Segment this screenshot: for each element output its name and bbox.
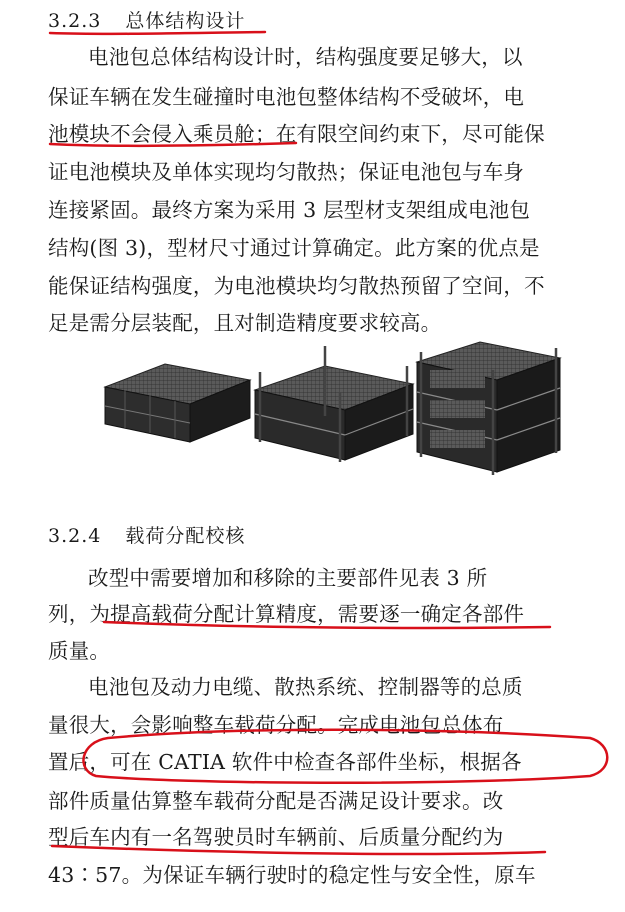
paragraph-line: 43∶57。为保证车辆行驶时的稳定性与安全性，原车 xyxy=(48,863,536,887)
paragraph-line: 列，为提高载荷分配计算精度，需要逐一确定各部件 xyxy=(48,602,525,626)
paragraph-line: 电池包总体结构设计时，结构强度要足够大，以 xyxy=(88,45,523,69)
paragraph-line: 置后，可在 CATIA 软件中检查各部件坐标，根据各 xyxy=(48,750,522,774)
paragraph-line: 池模块不会侵入乘员舱；在有限空间约束下，尽可能保 xyxy=(48,122,545,146)
paragraph-line: 保证车辆在发生碰撞时电池包整体结构不受破坏，电 xyxy=(48,85,525,109)
paragraph-line: 足是需分层装配，且对制造精度要求较高。 xyxy=(48,311,442,335)
section-title: 载荷分配校核 xyxy=(125,525,246,547)
battery-pack-single-layer xyxy=(105,364,250,442)
paragraph-line: 能保证结构强度，为电池模块均匀散热预留了空间，不 xyxy=(48,274,545,298)
paragraph-line: 型后车内有一名驾驶员时车辆前、后质量分配约为 xyxy=(48,825,504,849)
section-number: 3.2.3 xyxy=(48,10,102,32)
section-number: 3.2.4 xyxy=(48,525,102,547)
paragraph-line: 改型中需要增加和移除的主要部件见表 3 所 xyxy=(88,566,488,590)
paragraph-line: 证电池模块及单体实现均匀散热；保证电池包与车身 xyxy=(48,160,525,184)
paragraph-line: 连接紧固。最终方案为采用 3 层型材支架组成电池包 xyxy=(48,198,531,222)
paragraph-line: 量很大，会影响整车载荷分配。完成电池包总体布 xyxy=(48,713,504,737)
battery-pack-figure xyxy=(95,332,565,482)
paragraph-line: 质量。 xyxy=(48,639,111,663)
section-title: 总体结构设计 xyxy=(125,10,246,32)
battery-pack-three-layer xyxy=(417,342,560,475)
section-heading-3-2-3 xyxy=(48,6,245,33)
battery-pack-two-layer xyxy=(255,346,413,462)
paragraph-line: 电池包及动力电缆、散热系统、控制器等的总质 xyxy=(88,675,523,699)
paragraph-line: 部件质量估算整车载荷分配是否满足设计要求。改 xyxy=(48,789,504,813)
section-heading-3-2-4 xyxy=(48,521,245,548)
paragraph-line: 结构(图 3)，型材尺寸通过计算确定。此方案的优点是 xyxy=(48,236,540,260)
